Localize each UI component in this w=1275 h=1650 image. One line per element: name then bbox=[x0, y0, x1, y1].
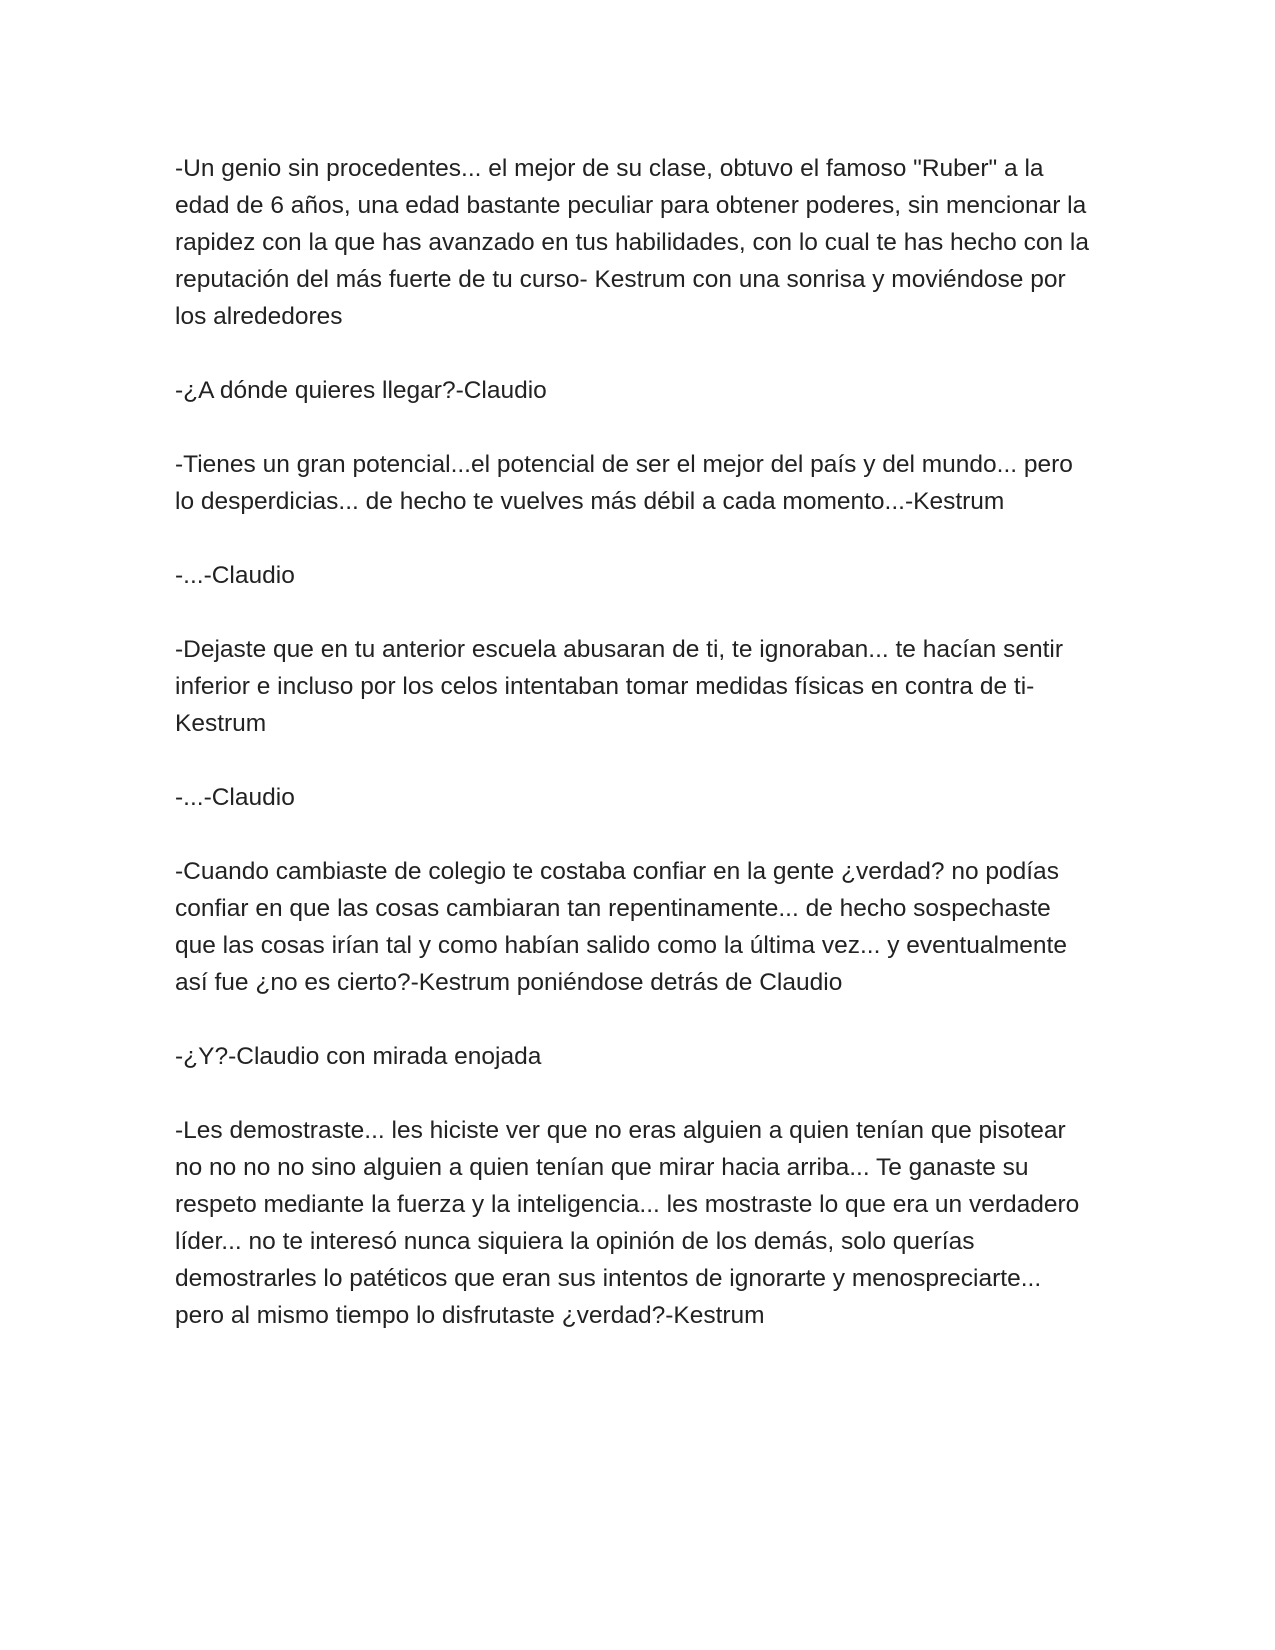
paragraph-8: -¿Y?-Claudio con mirada enojada bbox=[175, 1043, 542, 1070]
paragraph-9: -Les demostraste... les hiciste ver que no eras alguien a quien tenían que pisotear no no no no sino alguien a quien tenían que mirar hacia arriba... Te ganaste su respeto mediante la fuerza y la inteligencia... les mostraste lo que era un verdadero líder... no te interesó nunca siquiera la opinión de los demás, solo querías demostrarles lo patéticos que eran sus intentos de ignorarte y menospreciarte... pero al mismo tiempo lo disfrutaste ¿verdad?-Kestrum bbox=[175, 1117, 1080, 1329]
paragraph-2: -¿A dónde quieres llegar?-Claudio bbox=[175, 377, 547, 404]
paragraph-7: -Cuando cambiaste de colegio te costaba confiar en la gente ¿verdad? no podías confiar en que las cosas cambiaran tan repentinamente... de hecho sospechaste que las cosas irían tal y como habían salido como la última vez... y eventualmente así fue ¿no es cierto?-Kestrum poniéndose detrás de Claudio bbox=[175, 858, 1067, 996]
paragraph-3: -Tienes un gran potencial...el potencial de ser el mejor del país y del mundo... pero lo desperdicias... de hecho te vuelves más débil a cada momento...-Kestrum bbox=[175, 451, 1073, 515]
paragraph-6: -...-Claudio bbox=[175, 784, 295, 811]
paragraph-4: -...-Claudio bbox=[175, 562, 295, 589]
document-body bbox=[175, 150, 1095, 1371]
paragraph-5: -Dejaste que en tu anterior escuela abusaran de ti, te ignoraban... te hacían sentir inferior e incluso por los celos intentaban tomar medidas físicas en contra de ti-Kestrum bbox=[175, 636, 1064, 737]
paragraph-1: -Un genio sin procedentes... el mejor de su clase, obtuvo el famoso "Ruber" a la edad de 6 años, una edad bastante peculiar para obtener poderes, sin mencionar la rapidez con la que has avanzado en tus habilidades, con lo cual te has hecho con la reputación del más fuerte de tu curso- Kestrum con una sonrisa y moviéndose por los alrededores bbox=[175, 155, 1089, 330]
